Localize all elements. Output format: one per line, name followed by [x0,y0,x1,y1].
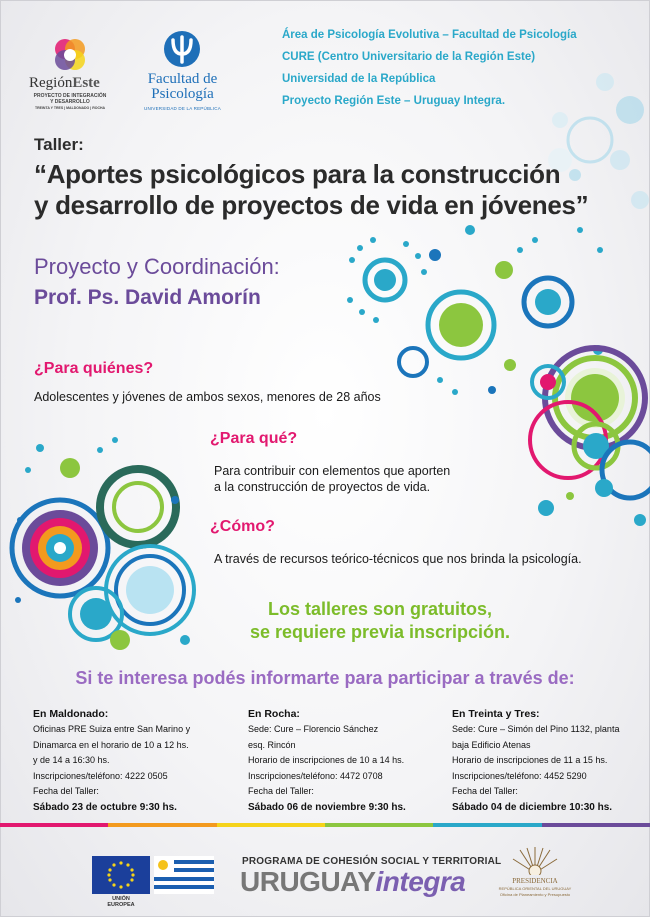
region-este-flower-icon [50,35,90,75]
location-line: Sede: Cure – Simón del Pino 1132, planta [452,724,620,734]
location-line: Inscripciones/teléfono: 4452 5290 [452,770,587,781]
location-line: esq. Rincón [248,739,296,750]
psi-icon [162,30,202,68]
location-line: Inscripciones/teléfono: 4472 0708 [248,770,383,781]
location-date: Sábado 06 de noviembre 9:30 hs. [248,801,406,813]
eu-line2: EUROPEA [107,902,135,908]
stripe-segment [542,823,650,827]
header-line: CURE (Centro Universitario de la Región Este) [282,51,536,63]
question-como: ¿Cómo? [210,518,275,535]
region-sub1: PROYECTO DE INTEGRACIÓN [33,93,107,99]
free-notice [200,598,560,644]
location-maldonado [33,708,233,816]
color-stripe [0,823,650,827]
question-para-quienes: ¿Para quiénes? [34,360,154,377]
stripe-segment [325,823,433,827]
facultad-line1: Facultad de [147,71,218,87]
location-date: Sábado 23 de octubre 9:30 hs. [33,801,177,813]
location-rocha [248,708,448,816]
stripe-segment [433,823,541,827]
header-line: Universidad de la República [282,73,436,85]
title-line1: “Aportes psicológicos para la construcción [34,159,561,189]
header-line: Área de Psicología Evolutiva – Facultad de Psicología [282,29,577,41]
answer-como [214,551,582,567]
presidencia-sub1: REPÚBLICA ORIENTAL DEL URUGUAY [498,886,572,891]
free-line1: Los talleres son gratuitos, [267,599,493,619]
location-title: En Treinta y Tres: [452,708,540,720]
location-line: Fecha del Taller: [33,786,99,796]
region-sub3: TREINTA Y TRES | MALDONADO | ROCHA [34,106,106,110]
facultad-line2: Psicología [151,86,214,102]
location-title: En Maldonado: [33,708,109,720]
location-treinta-y-tres [452,708,644,816]
region-sub2: Y DESARROLLO [50,99,90,105]
eu-line1: UNIÓN [112,896,130,902]
eu-uruguay-logo [92,856,214,906]
location-line: Horario de inscripciones de 10 a 14 hs. [248,755,405,765]
location-line: Sede: Cure – Florencio Sánchez [248,724,379,734]
uruguay-flag-icon [154,856,214,894]
left-cluster [12,437,194,650]
coordination-label: Proyecto y Coordinación: [34,254,280,279]
location-title: En Rocha: [248,708,300,720]
region-este-logo [25,35,115,115]
info-title: Si te interesa podés informarte para participar a través de: [75,668,575,688]
question-para-que: ¿Para qué? [210,430,298,447]
stripe-segment [217,823,325,827]
uruguay-integra-brand [240,866,465,898]
workshop-title [34,159,588,221]
stripe-segment [0,823,108,827]
location-date: Sábado 04 de diciembre 10:30 hs. [452,801,613,813]
stripe-segment [108,823,216,827]
header-line: Proyecto Región Este – Uruguay Integra. [282,95,506,107]
region-name-b: Este [72,75,100,91]
location-line: Inscripciones/teléfono: 4222 0505 [33,770,168,781]
free-line2: se requiere previa inscripción. [249,622,511,642]
footer-program: PROGRAMA DE COHESIÓN SOCIAL Y TERRITORIAL [242,856,502,867]
brand-a: URUGUAY [240,866,376,897]
answer-line: a la construcción de proyectos de vida. [214,480,431,494]
taller-label: Taller: [34,135,84,154]
location-line: Oficinas PRE Suiza entre San Marino y [33,724,191,734]
answer-para-que [214,463,450,495]
sun-emblem-icon [510,845,560,875]
answer-para-quienes [34,389,381,405]
location-line: Horario de inscripciones de 11 a 15 hs. [452,755,608,765]
location-line: y de 14 a 16:30 hs. [33,755,110,765]
location-line: Dinamarca en el horario de 10 a 12 hs. [33,739,189,750]
presidencia-sub2: Oficina de Planeamiento y Presupuesto [499,892,571,897]
answer-line: Adolescentes y jóvenes de ambos sexos, menores de 28 años [34,390,381,404]
location-line: Fecha del Taller: [248,786,314,796]
eu-flag-icon [92,856,150,894]
header-lines [282,24,577,112]
answer-line: A través de recursos teórico-técnicos que nos brinda la psicología. [214,552,582,566]
region-name-a: Región [29,75,73,91]
answer-line: Para contribuir con elementos que aporten [214,464,451,478]
presidencia-logo [490,845,580,905]
location-line: baja Edificio Atenas [452,739,531,750]
facultad-sub: UNIVERSIDAD DE LA REPÚBLICA [144,106,221,111]
presidencia-title: PRESIDENCIA [512,877,558,885]
facultad-logo [140,30,225,110]
coordinator-name: Prof. Ps. David Amorín [34,286,261,309]
brand-b: integra [375,866,466,897]
title-line2: y desarrollo de proyectos de vida en jóvenes” [34,190,589,220]
location-line: Fecha del Taller: [452,786,518,796]
